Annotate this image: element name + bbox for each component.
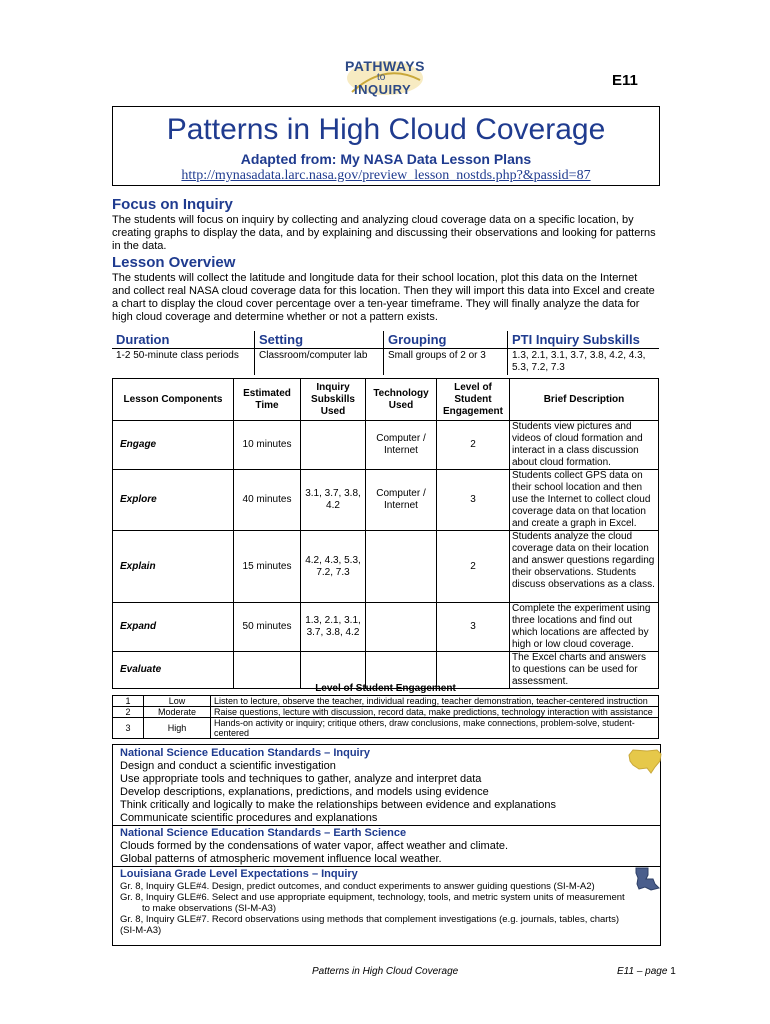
lesson-code: E11	[612, 72, 638, 89]
gle-line-continued: (SI-M-A3)	[120, 925, 162, 936]
engagement-level: High	[144, 718, 211, 739]
source-link[interactable]: http://mynasadata.larc.nasa.gov/preview_lesson_nostds.php?&passid=87	[181, 168, 591, 183]
engagement-description: Hands-on activity or inquiry; critique others, draw conclusions, make connections, problem-solve, student-centered	[211, 718, 659, 739]
inquiry-standards-heading: National Science Education Standards – Inquiry	[120, 747, 371, 759]
list-item: Communicate scientific procedures and explanations	[120, 812, 378, 824]
page-title: Patterns in High Cloud Coverage	[166, 113, 606, 146]
component-desc: The Excel charts and answers to questions can be used for assessment.	[510, 652, 659, 689]
table-row	[113, 718, 659, 739]
logo-line-1: PATHWAYS	[345, 58, 425, 74]
list-item	[113, 914, 660, 936]
focus-text: The students will focus on inquiry by collecting and analyzing cloud coverage data on a specific location, by creating graphs to display the data, and by explaining and discussing their observations and looking for patterns in the data.	[112, 214, 656, 252]
component-level: 2	[437, 421, 510, 470]
engagement-description: Raise questions, lecture with discussion, record data, make predictions, technology interaction with assistance	[211, 707, 659, 718]
logo-line-3: INQUIRY	[354, 82, 412, 97]
component-level: 3	[437, 603, 510, 652]
component-subskills	[301, 421, 366, 470]
gle-line-continued: to make observations (SI-M-A3)	[142, 903, 277, 914]
component-name: Evaluate	[113, 652, 234, 689]
overview-header-row	[112, 331, 659, 349]
component-desc: Students view pictures and videos of cloud formation and interact in a class discussion about cloud formation.	[510, 421, 659, 470]
gle-line: Gr. 8, Inquiry GLE#6. Select and use appropriate equipment, technology, tools, and metric system units of measurement	[120, 892, 625, 903]
footer-title: Patterns in High Cloud Coverage	[312, 966, 459, 977]
component-desc: Students analyze the cloud coverage data on their location and answer questions regarding their observations. Students discuss observations as a class.	[510, 531, 659, 603]
setting-value: Classroom/computer lab	[255, 349, 384, 376]
setting-header: Setting	[255, 331, 384, 349]
table-row	[113, 696, 659, 707]
component-subskills: 1.3, 2.1, 3.1, 3.7, 3.8, 4.2	[301, 603, 366, 652]
duration-value: 1-2 50-minute class periods	[112, 349, 255, 376]
pathways-logo	[340, 52, 430, 100]
component-subskills: 4.2, 4.3, 5.3, 7.2, 7.3	[301, 531, 366, 603]
table-row	[113, 421, 659, 470]
earth-standards-heading: National Science Education Standards – Earth Science	[120, 827, 407, 839]
list-item	[113, 881, 660, 892]
usa-map-icon	[627, 747, 663, 775]
list-item	[113, 892, 660, 914]
component-tech: Computer / Internet	[366, 421, 437, 470]
time-header: Estimated Time	[234, 379, 301, 421]
adapted-from: Adapted from: My NASA Data Lesson Plans	[240, 151, 532, 167]
louisiana-map-icon	[633, 866, 661, 892]
gle-line: Gr. 8, Inquiry GLE#4. Design, predict outcomes, and conduct experiments to answer guiding questions (SI-M-A2)	[120, 881, 595, 892]
component-time: 10 minutes	[234, 421, 301, 470]
table-row	[113, 603, 659, 652]
components-header: Lesson Components	[113, 379, 234, 421]
list-item: Develop descriptions, explanations, predictions, and models using evidence	[120, 786, 489, 798]
footer-page-prefix: E11 – page	[617, 966, 671, 977]
subskills-header: PTI Inquiry Subskills	[508, 331, 660, 349]
component-name: Expand	[113, 603, 234, 652]
subskills-value: 1.3, 2.1, 3.1, 3.7, 3.8, 4.2, 4.3, 5.3, 7.2, 7.3	[512, 350, 646, 373]
component-level: 2	[437, 531, 510, 603]
louisiana-standards-heading: Louisiana Grade Level Expectations – Inquiry	[120, 868, 358, 880]
overview-table	[112, 331, 659, 375]
component-desc: Complete the experiment using three locations and find out which locations are affected by high or low cloud coverage.	[510, 603, 659, 652]
table-row	[113, 470, 659, 531]
component-name: Explore	[113, 470, 234, 531]
list-item: Think critically and logically to make the relationships between evidence and explanations	[120, 799, 556, 811]
technology-header: Technology Used	[366, 379, 437, 421]
focus-heading: Focus on Inquiry	[112, 196, 233, 213]
overview-heading: Lesson Overview	[112, 254, 236, 271]
page-number: 1	[670, 966, 676, 977]
component-desc: Students collect GPS data on their school location and then use the Internet to collect cloud coverage data on that location and create a graph in Excel.	[510, 470, 659, 531]
component-tech: Computer / Internet	[366, 470, 437, 531]
component-time: 15 minutes	[234, 531, 301, 603]
standards-box	[112, 744, 661, 946]
component-name: Engage	[113, 421, 234, 470]
component-name: Explain	[113, 531, 234, 603]
description-header: Brief Description	[510, 379, 659, 421]
engagement-number: 2	[113, 707, 144, 718]
grouping-value: Small groups of 2 or 3	[384, 349, 508, 376]
list-item: Global patterns of atmospheric movement influence local weather.	[120, 853, 442, 865]
engagement-table	[112, 695, 659, 739]
gle-line: Gr. 8, Inquiry GLE#7. Record observations using methods that complement investigations (e.g. journals, tables, charts)	[120, 914, 620, 925]
component-time: 50 minutes	[234, 603, 301, 652]
engagement-number: 3	[113, 718, 144, 739]
logo-line-2: to	[377, 72, 386, 83]
engagement-title: Level of Student Engagement	[315, 683, 456, 694]
components-table	[112, 378, 659, 689]
list-item: Design and conduct a scientific investigation	[120, 760, 336, 772]
list-item: Clouds formed by the condensations of water vapor, affect weather and climate.	[120, 840, 509, 852]
engagement-number: 1	[113, 696, 144, 707]
component-time: 40 minutes	[234, 470, 301, 531]
component-tech	[366, 531, 437, 603]
inquiry-header: Inquiry Subskills Used	[301, 379, 366, 421]
components-header-row	[113, 379, 659, 421]
engagement-level: Moderate	[144, 707, 211, 718]
footer-page	[617, 966, 676, 977]
engagement-level: Low	[144, 696, 211, 707]
title-box	[112, 106, 660, 186]
table-row	[113, 531, 659, 603]
list-item: Use appropriate tools and techniques to gather, analyze and interpret data	[120, 773, 482, 785]
component-subskills: 3.1, 3.7, 3.8, 4.2	[301, 470, 366, 531]
overview-value-row	[112, 349, 659, 376]
level-header: Level of Student Engagement	[437, 379, 510, 421]
grouping-header: Grouping	[384, 331, 508, 349]
duration-header: Duration	[112, 331, 255, 349]
engagement-description: Listen to lecture, observe the teacher, individual reading, teacher demonstration, teacher-centered instruction	[211, 696, 659, 707]
component-tech	[366, 603, 437, 652]
component-level: 3	[437, 470, 510, 531]
table-row	[113, 707, 659, 718]
overview-text: The students will collect the latitude and longitude data for their school location, plot this data on the Internet and collect real NASA cloud coverage data for this location. Then they will import this data into Excel and create a chart to display the cloud cover percentage over a ten-year timeframe. They will finally analyze the data for high cloud coverage and determine whether or not a pattern exists.	[112, 272, 655, 323]
